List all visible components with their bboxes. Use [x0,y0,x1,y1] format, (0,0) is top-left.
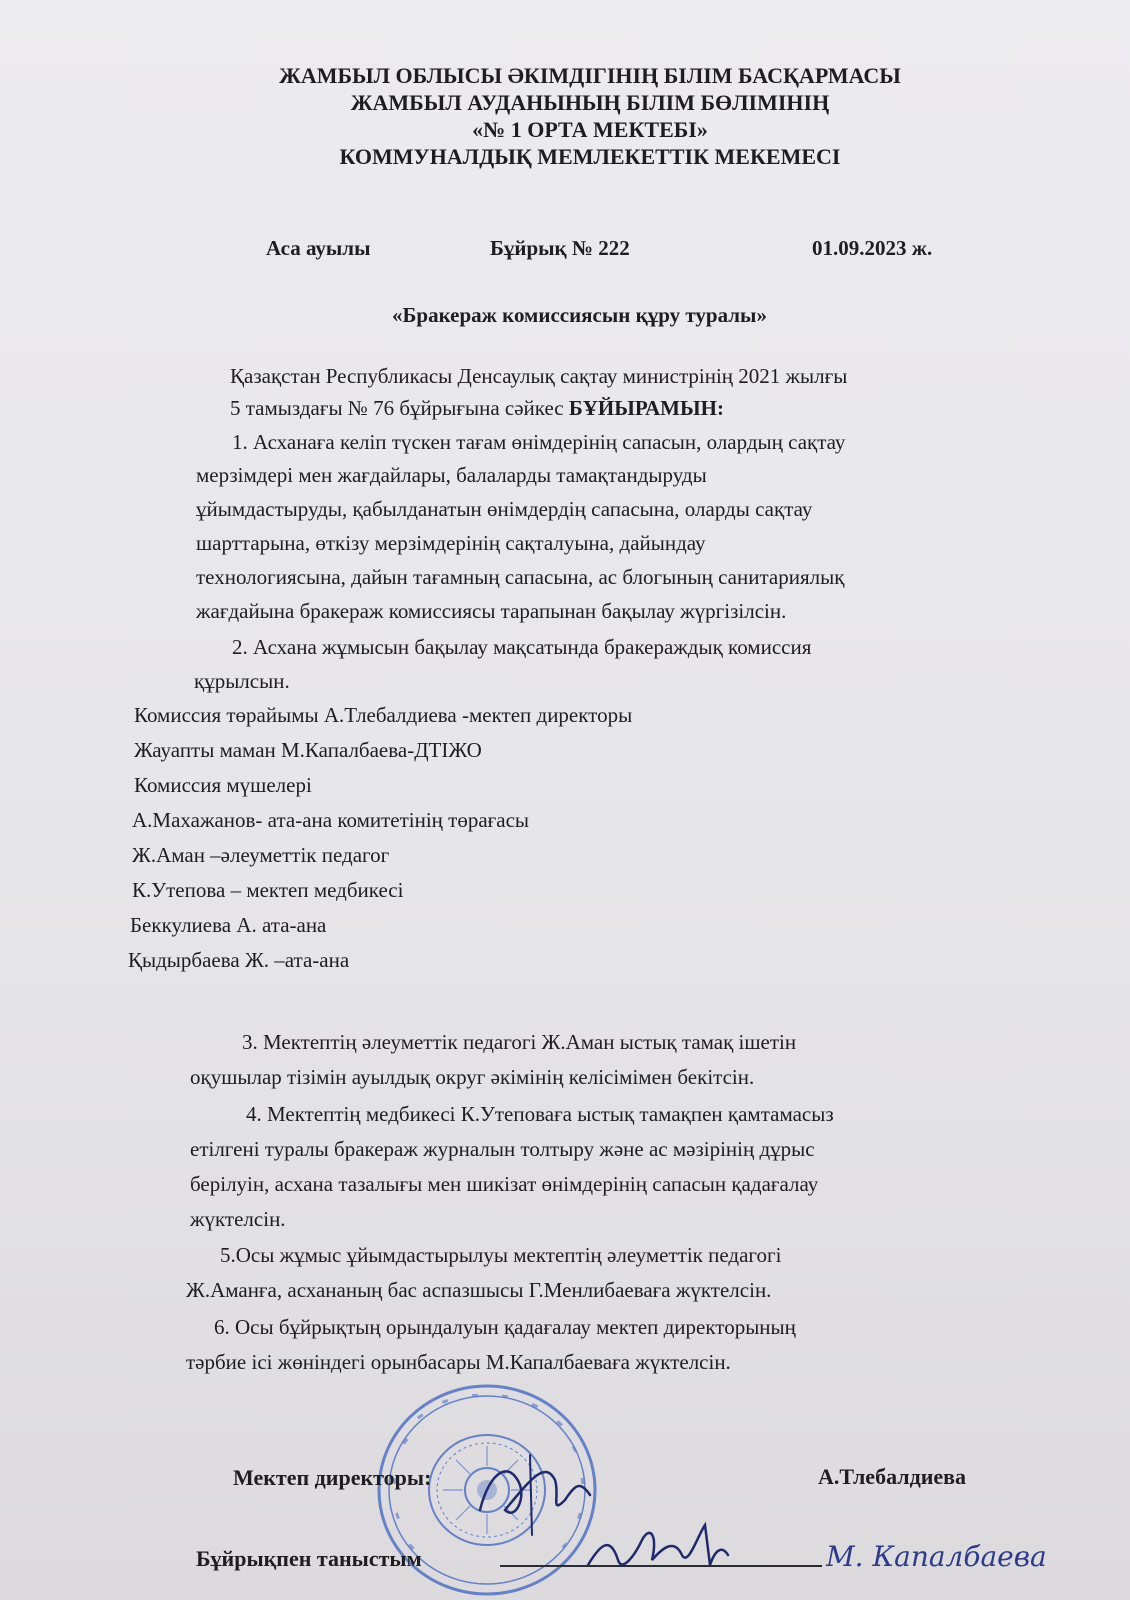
item1-line: жағдайына бракераж комиссиясы тарапынан бақылау жүргізілсін. [196,599,787,623]
item2-line: құрылсын. [194,669,290,693]
item3-line: 3. Мектептің әлеуметтік педагогі Ж.Аман ыстық тамақ ішетін [242,1030,797,1054]
header-line-3: «№ 1 ОРТА МЕКТЕБІ» [472,117,708,142]
item5-line: 5.Осы жұмыс ұйымдастырылуы мектептің әлеуметтік педагогі [220,1243,782,1267]
order-number: Бұйрық № 222 [490,236,630,260]
order-date: 01.09.2023 ж. [812,236,933,260]
acknowledged-label: Бұйрықпен таныстым [196,1546,422,1571]
director-label: Мектеп директоры: [233,1465,432,1490]
item3-line: оқушылар тізімін ауылдық округ әкімінің келісімімен бекітсін. [190,1065,755,1089]
preamble-text: 5 тамыздағы № 76 бұйрығына сәйкес [230,396,569,420]
item4-line: берілуін, асхана тазалығы мен шикізат өнімдерінің сапасын қадағалау [190,1172,819,1196]
item6-line: тәрбие ісі жөніндегі орынбасары М.Капалбаеваға жүктелсін. [186,1350,731,1374]
item1-line: ұйымдастыруды, қабылданатын өнімдердің сапасына, оларды сақтау [196,497,813,521]
item4-line: 4. Мектептің медбикесі К.Утеповаға ыстық тамақпен қамтамасыз [246,1102,834,1126]
commission-item: Ж.Аман –әлеуметтік педагог [132,843,390,867]
preamble-command: БҰЙЫРАМЫН: [568,396,724,420]
commission-item: Комиссия төрайымы А.Тлебалдиева -мектеп директоры [134,703,633,727]
item1-line: мерзімдері мен жағдайлары, балаларды тамақтандыруды [196,463,707,487]
item1-line: технологиясына, дайын тағамның сапасына, ас блогының санитариялық [196,565,845,589]
director-name: А.Тлебалдиева [818,1464,967,1489]
order-place: Аса ауылы [266,236,371,260]
commission-item: К.Утепова – мектеп медбикесі [132,878,404,902]
header-line-2: ЖАМБЫЛ АУДАНЫНЫҢ БІЛІМ БӨЛІМІНІҢ [350,90,830,115]
item1-line: шарттарына, өткізу мерзімдерінің сақталуына, дайындау [196,531,706,555]
commission-item: Қыдырбаева Ж. –ата-ана [128,948,350,972]
header-line-4: КОММУНАЛДЫҚ МЕМЛЕКЕТТІК МЕКЕМЕСІ [339,144,841,169]
commission-item: Жауапты маман М.Капалбаева-ДТІЖО [134,738,482,762]
commission-item: Комиссия мүшелері [134,773,312,797]
commission-item: Беккулиева А. ата-ана [130,913,327,937]
commission-item: А.Махажанов- ата-ана комитетінің төрағасы [132,808,530,832]
document-header [150,62,1030,170]
document-title: «Бракераж комиссиясын құру туралы» [392,303,767,327]
preamble-line-1: Қазақстан Республикасы Денсаулық сақтау министрінің 2021 жылғы [230,364,848,388]
header-line-1: ЖАМБЫЛ ОБЛЫСЫ ӘКІМДІГІНІҢ БІЛІМ БАСҚАРМАСЫ [279,63,901,88]
item5-line: Ж.Аманға, асхананың бас аспазшысы Г.Менлибаеваға жүктелсін. [186,1278,772,1302]
ack-signature-scribble [580,1505,730,1585]
item4-line: жүктелсін. [190,1207,286,1231]
item1-line: 1. Асханаға келіп түскен тағам өнімдерінің сапасын, олардың сақтау [232,430,846,454]
preamble-line-2 [230,396,724,421]
item2-line: 2. Асхана жұмысын бақылау мақсатында бракераждық комиссия [232,635,812,659]
item4-line: етілгені туралы бракераж журналын толтыру және ас мәзірінің дұрыс [190,1137,815,1161]
ack-handwritten-name: М. Капалбаева [826,1540,1047,1573]
item6-line: 6. Осы бұйрықтың орындалуын қадағалау мектеп директорының [214,1315,796,1339]
